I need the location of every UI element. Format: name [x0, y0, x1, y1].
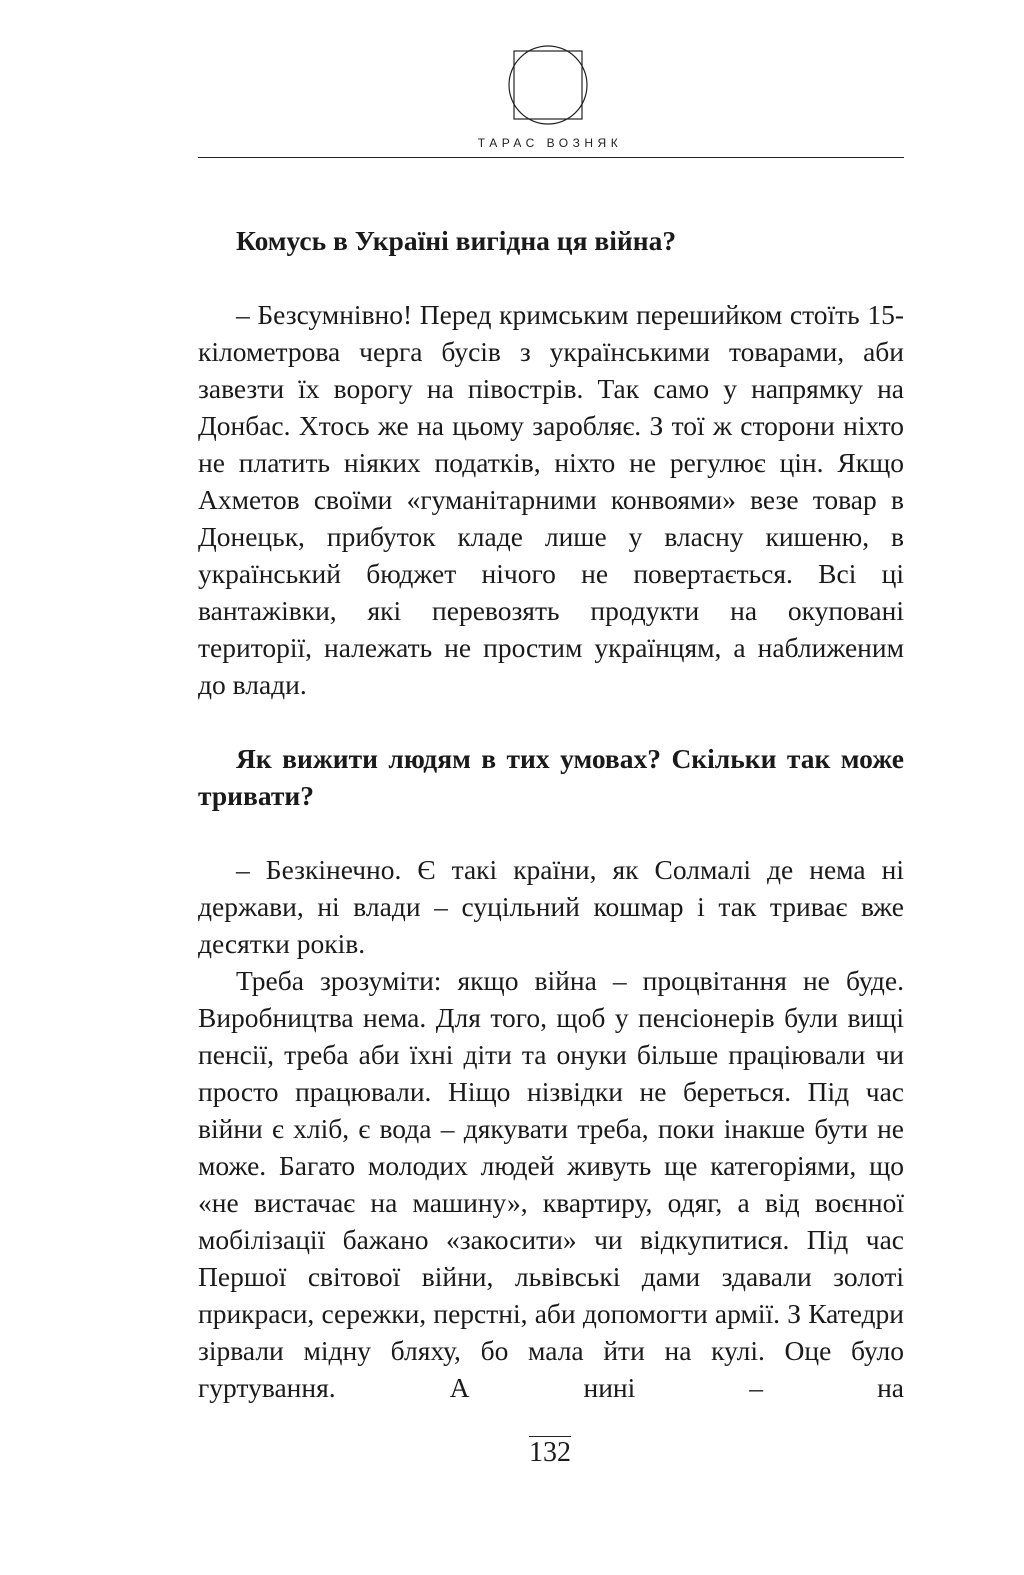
- running-header-author: ТАРАС ВОЗНЯК: [477, 136, 623, 150]
- interview-answer-1: – Безсумнівно! Перед кримським перешийком стоїть 15-кілометрова черга бусів з українськими товарами, аби завезти їх ворогу на півострів. Так само у напрямку на Донбас. Хтось же на цьому заробляє. З тої ж сторони ніхто не платить ніяких податків, ніхто не регулює цін. Якщо Ахметов своїми «гуманітарними конвоями» везе товар в Донецьк, прибуток кладе лише у власну кишеню, в український бюджет нічого не повертається. Всі ці вантажівки, які перевозять продукти на окуповані території, належать не простим українцям, а наближеним до влади.: [198, 299, 904, 700]
- interview-question-2: Як вижити людям в тих умовах? Скільки так може тривати?: [198, 743, 904, 811]
- interview-answer-2: – Безкінечно. Є такі країни, як Солмалі де нема ні держави, ні влади – суцільний кошмар і так триває вже десятки років.: [198, 854, 904, 959]
- page-body: [198, 222, 904, 1406]
- page-number: [0, 1436, 1024, 1469]
- header-divider: [198, 157, 904, 158]
- circle-square-logo-icon: [507, 44, 589, 126]
- page-number-text: 132: [529, 1437, 571, 1468]
- interview-question-1: Комусь в Україні вигідна ця війна?: [236, 225, 677, 256]
- body-paragraph: Треба зрозуміти: якщо війна – процвітання не буде. Виробництва нема. Для того, щоб у пенсіонерів були вищі пенсії, треба аби їхні діти та онуки більше праціювали чи просто працювали. Ніщо нізвідки не береться. Під час війни є хліб, є вода – дякувати треба, поки інакше бути не може. Багато молодих людей живуть ще категоріями, що «не вистачає на машину», квартиру, одяг, а від воєнної мобілізації бажано «закосити» чи відкупитися. Під час Першої світової війни, львівські дами здавали золоті прикраси, сережки, перстні, аби допомогти армії. З Катедри зірвали мідну бляху, бо мала йти на кулі. Оце було гуртування. А нині – на: [198, 965, 904, 1403]
